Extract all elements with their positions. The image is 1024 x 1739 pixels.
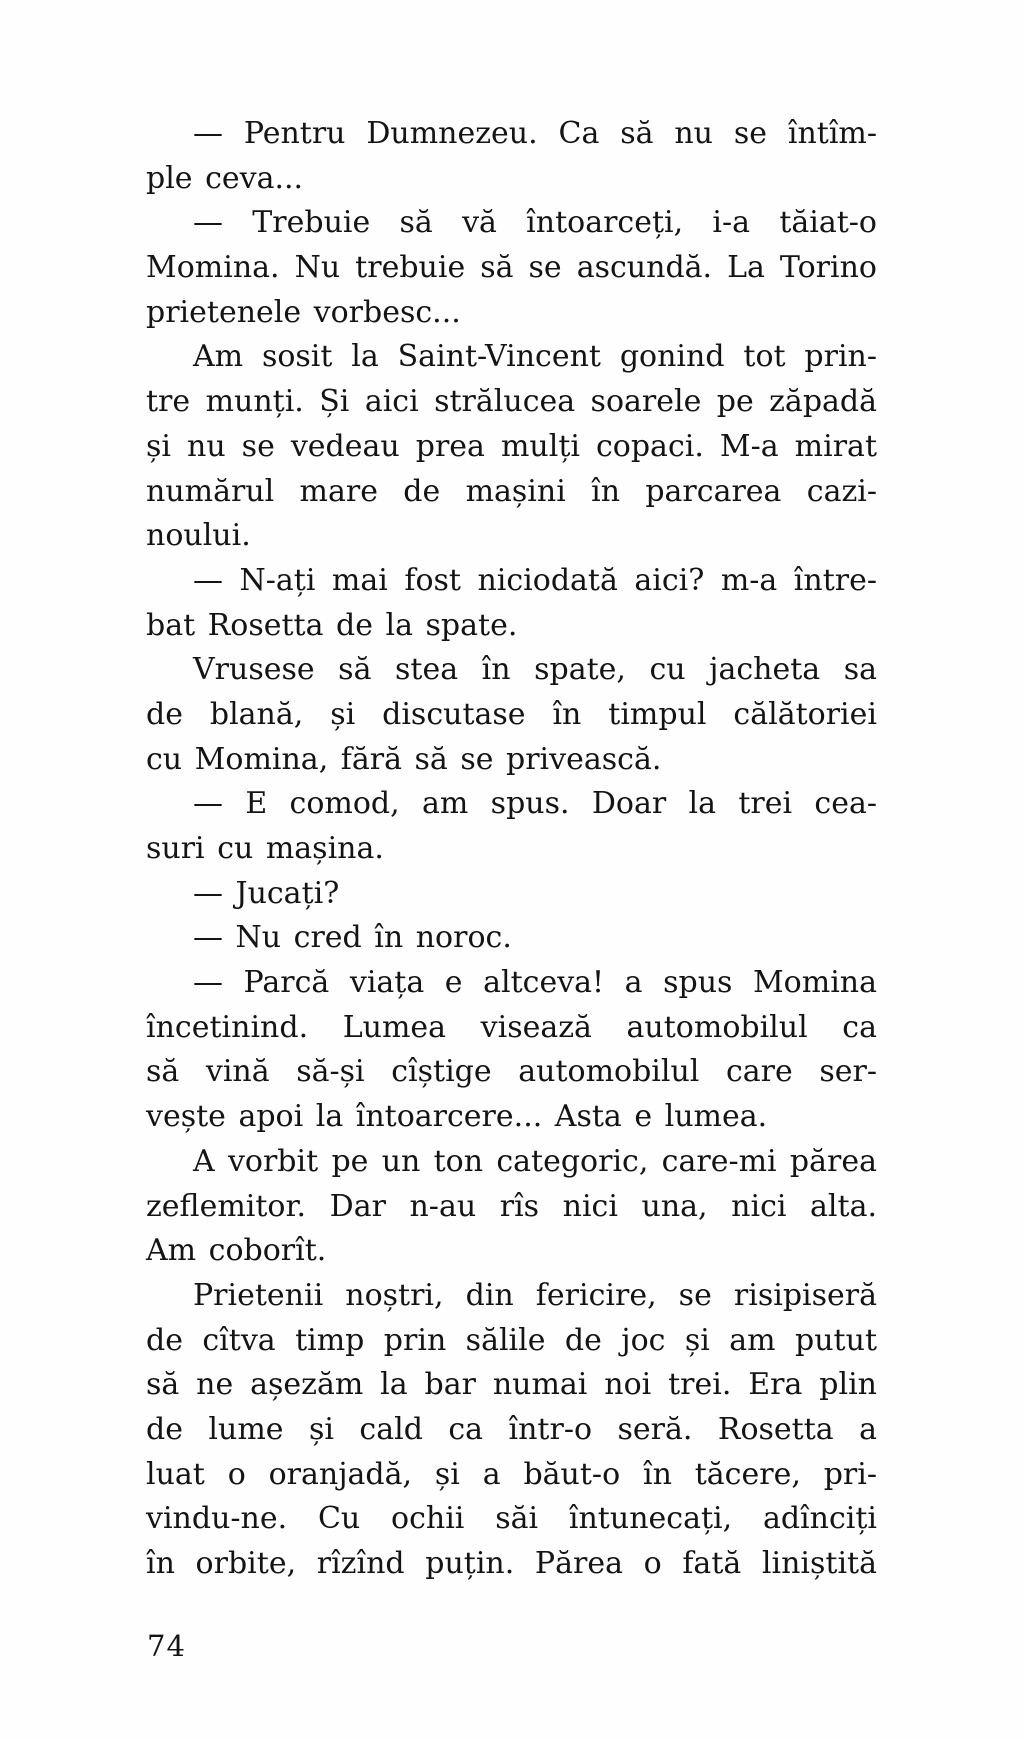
- text-line: A vorbit pe un ton categoric, care-mi părea: [193, 1143, 877, 1179]
- page-number: 74: [147, 1629, 186, 1663]
- text-line: încetinind. Lumea visează automobilul ca: [146, 1009, 877, 1045]
- text-line: numărul mare de mașini în parcarea cazi-: [146, 473, 877, 509]
- text-line: Vrusese să stea în spate, cu jacheta sa: [193, 652, 877, 688]
- text-line: Momina. Nu trebuie să se ascundă. La Torino: [146, 250, 877, 286]
- text-line: — Pentru Dumnezeu. Ca să nu se întîm-: [193, 116, 877, 151]
- text-line: — Jucați?: [193, 875, 340, 911]
- text-line: luat o oranjadă, și a băut-o în tăcere, pri-: [146, 1456, 877, 1492]
- text-line: să vină să-și cîștige automobilul care ser-: [146, 1054, 877, 1090]
- text-line: și nu se vedeau prea mulți copaci. M-a mirat: [146, 428, 877, 464]
- text-line: Prietenii noștri, din fericire, se risipiseră: [193, 1277, 877, 1313]
- text-line: tre munți. Și aici strălucea soarele pe zăpadă: [146, 384, 877, 420]
- text-line: suri cu mașina.: [146, 831, 384, 866]
- text-line: noului.: [146, 518, 251, 554]
- text-line: vindu-ne. Cu ochii săi întunecați, adînciți: [146, 1501, 877, 1537]
- text-line: de cîtva timp prin sălile de joc și am putut: [146, 1322, 877, 1358]
- text-line: de lume și cald ca într-o seră. Rosetta a: [146, 1411, 877, 1447]
- text-line: Am coborît.: [146, 1233, 327, 1269]
- text-line: vește apoi la întoarcere... Asta e lumea.: [146, 1099, 768, 1135]
- text-line: în orbite, rîzînd puțin. Părea o fată liniștită: [146, 1546, 877, 1581]
- text-line: — Nu cred în noroc.: [193, 920, 512, 956]
- text-line: — Trebuie să vă întoarceți, i-a tăiat-o: [193, 205, 877, 241]
- text-line: Am sosit la Saint-Vincent gonind tot prin-: [193, 339, 877, 375]
- page-text: [146, 112, 877, 1587]
- text-line: bat Rosetta de la spate.: [146, 607, 518, 643]
- text-line: de blană, și discutase în timpul călătoriei: [146, 696, 877, 732]
- text-line: ple ceva...: [146, 160, 304, 196]
- text-line: — E comod, am spus. Doar la trei cea-: [193, 786, 877, 822]
- text-line: cu Momina, fără să se privească.: [146, 741, 662, 777]
- text-line: — N-ați mai fost niciodată aici? m-a între-: [193, 562, 877, 598]
- text-line: — Parcă viața e altceva! a spus Momina: [193, 965, 877, 1001]
- text-line: zeflemitor. Dar n-au rîs nici una, nici alta.: [146, 1188, 877, 1224]
- text-line: prietenele vorbesc...: [146, 294, 461, 330]
- text-line: să ne așezăm la bar numai noi trei. Era plin: [146, 1367, 877, 1403]
